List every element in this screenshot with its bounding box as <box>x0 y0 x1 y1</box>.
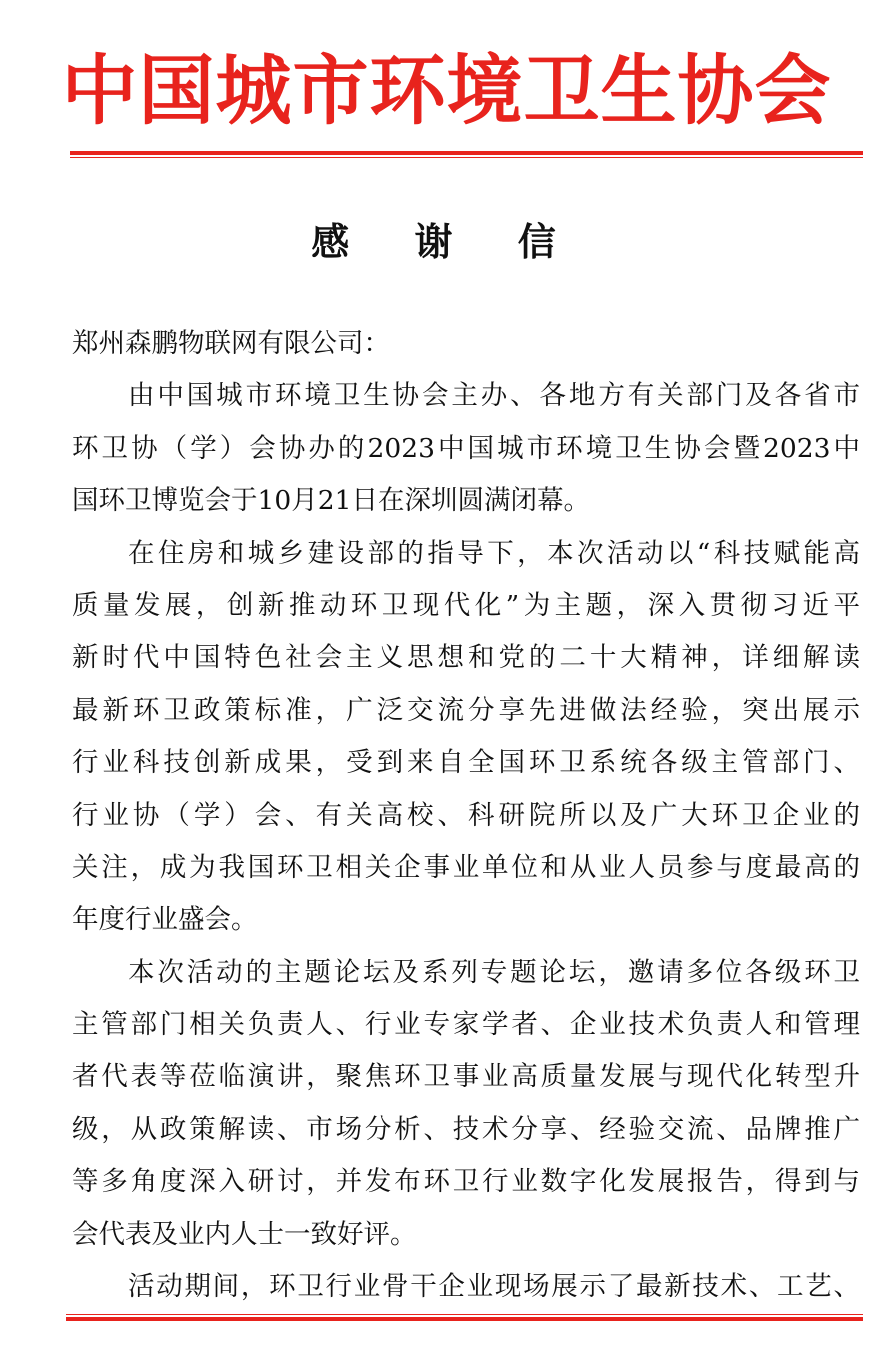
text-line: 活动期间，环卫行业骨干企业现场展示了最新技术、工艺、 <box>128 1271 860 1303</box>
text-line: 新时代中国特色社会主义思想和党的二十大精神，详细解读 <box>72 642 860 674</box>
salutation: 郑州森鹏物联网有限公司： <box>72 328 390 359</box>
paragraph-1 <box>72 370 860 527</box>
letter-body <box>72 318 860 1313</box>
text-line: 主管部门相关负责人、行业专家学者、企业技术负责人和管理 <box>72 1009 860 1041</box>
paragraph-3 <box>72 947 860 1261</box>
letter-title: 感 谢 信 <box>311 219 582 264</box>
text-line: 在住房和城乡建设部的指导下，本次活动以“科技赋能高 <box>128 537 860 569</box>
text-line: 环卫协（学）会协办的2023中国城市环境卫生协会暨2023中 <box>72 432 860 464</box>
text-line: 者代表等莅临演讲，聚焦环卫事业高质量发展与现代化转型升 <box>72 1061 860 1093</box>
text-line: 质量发展，创新推动环卫现代化”为主题，深入贯彻习近平 <box>72 589 860 621</box>
text-line: 行业科技创新成果，受到来自全国环卫系统各级主管部门、 <box>72 747 860 779</box>
letterhead-org-name: 中国城市环境卫生协会 <box>61 46 832 135</box>
text-line: 本次活动的主题论坛及系列专题论坛，邀请多位各级环卫 <box>128 956 860 988</box>
text-line: 行业协（学）会、有关高校、科研院所以及广大环卫企业的 <box>72 799 860 831</box>
text-line: 年度行业盛会。 <box>72 904 258 936</box>
footer-divider <box>66 1314 863 1321</box>
text-line: 级，从政策解读、市场分析、技术分享、经验交流、品牌推广 <box>72 1113 860 1145</box>
text-line: 国环卫博览会于10月21日在深圳圆满闭幕。 <box>72 485 590 517</box>
paragraph-4 <box>72 1261 860 1313</box>
text-line: 等多角度深入研讨，并发布环卫行业数字化发展报告，得到与 <box>72 1166 860 1198</box>
text-line: 由中国城市环境卫生协会主办、各地方有关部门及各省市 <box>128 380 860 412</box>
paragraph-2 <box>72 528 860 947</box>
text-line: 最新环卫政策标准，广泛交流分享先进做法经验，突出展示 <box>72 694 860 726</box>
text-line: 关注，成为我国环卫相关企事业单位和从业人员参与度最高的 <box>72 851 860 883</box>
text-line: 会代表及业内人士一致好评。 <box>72 1218 417 1250</box>
letterhead-divider <box>70 151 863 158</box>
